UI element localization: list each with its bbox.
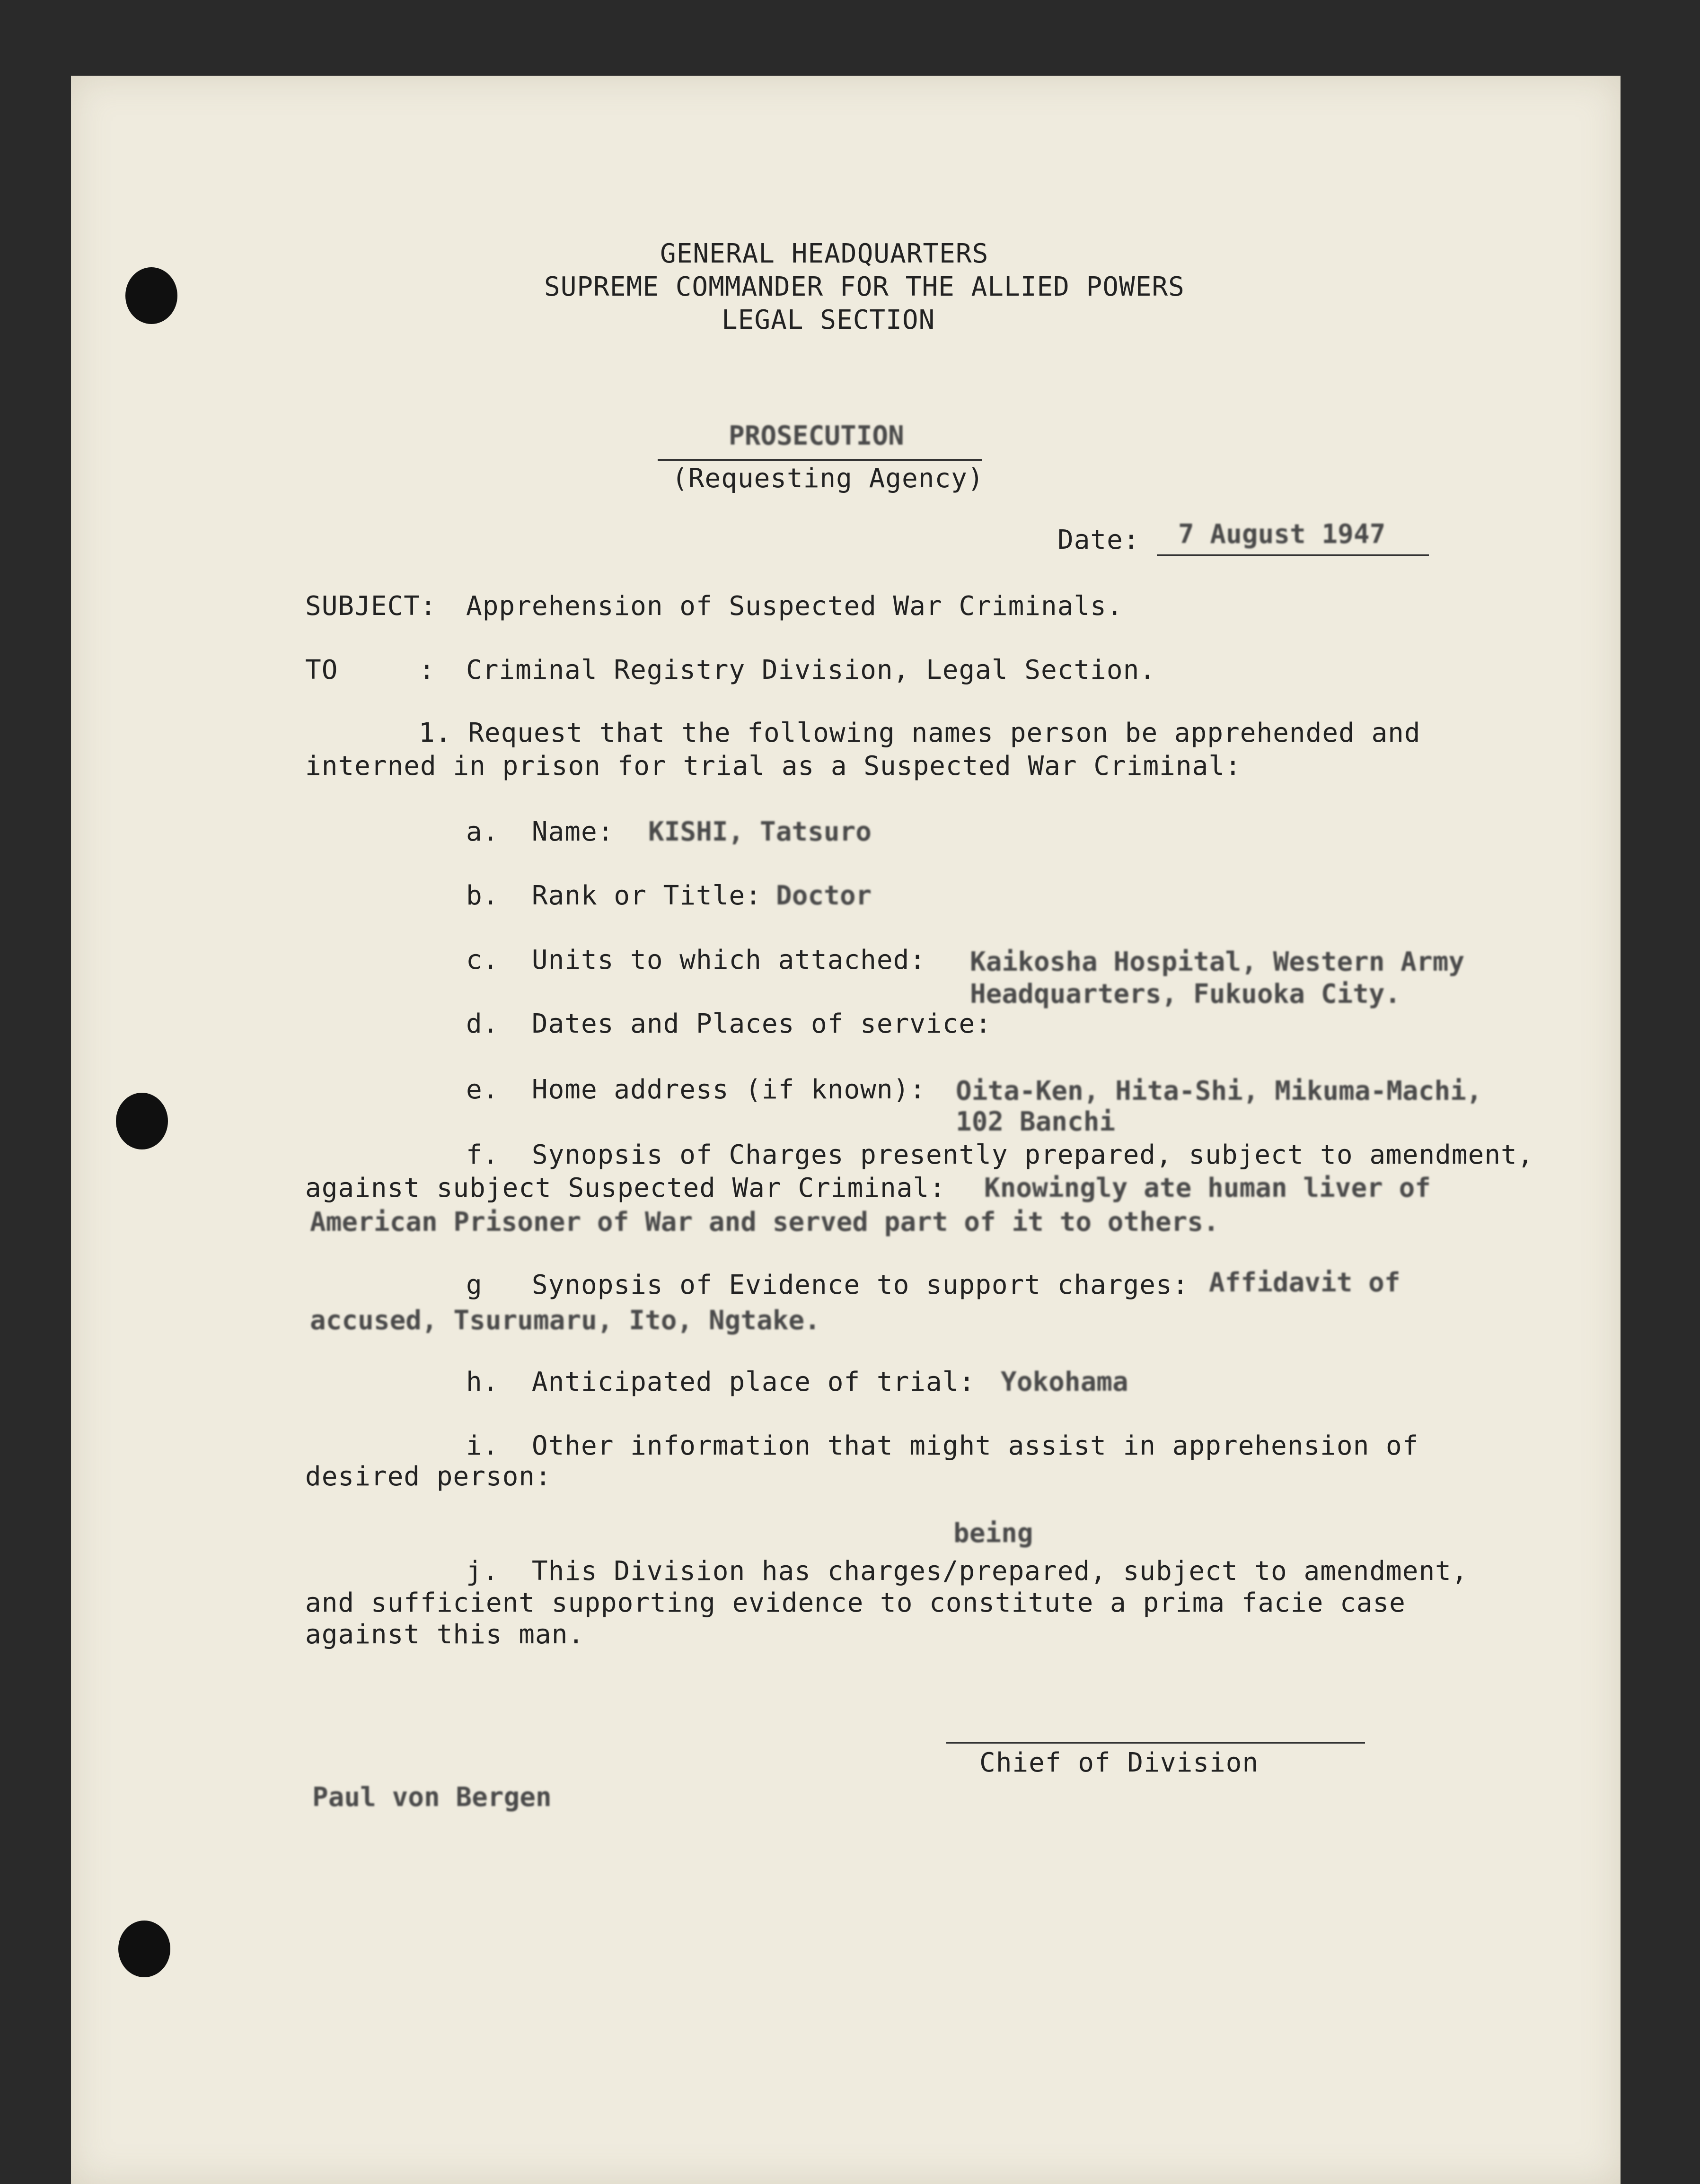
punch-hole-top — [125, 267, 177, 324]
date-rule — [1157, 554, 1429, 556]
item-g-evidence-line-1: Affidavit of — [1209, 1267, 1401, 1298]
item-g-evidence-line-2: accused, Tsurumaru, Ito, Ngtake. — [310, 1305, 820, 1336]
item-h-place: Yokohama — [1001, 1367, 1128, 1397]
item-h-label: h. Anticipated place of trial: — [466, 1367, 976, 1397]
to-separator: : — [419, 655, 435, 685]
requesting-agency-caption: (Requesting Agency) — [672, 463, 984, 494]
item-e-address-line-2: 102 Banchi — [956, 1106, 1116, 1137]
item-b-label: b. Rank or Title: — [466, 880, 762, 911]
item-c-unit-line-2: Headquarters, Fukuoka City. — [970, 979, 1401, 1009]
item-f-line-1: f. Synopsis of Charges presently prepared, subject to amendment, — [466, 1140, 1534, 1170]
paragraph-1-line-2: interned in prison for trial as a Suspected War Criminal: — [305, 751, 1242, 781]
item-e-label: e. Home address (if known): — [466, 1074, 926, 1105]
item-c-unit-line-1: Kaikosha Hospital, Western Army — [970, 947, 1465, 977]
header-line-2: SUPREME COMMANDER FOR THE ALLIED POWERS — [544, 272, 1185, 302]
subject-label: SUBJECT: — [305, 591, 437, 622]
item-f-charges-line-2: American Prisoner of War and served part of it to others. — [310, 1207, 1219, 1237]
item-i-line-1: i. Other information that might assist in apprehension of — [466, 1430, 1419, 1461]
date-label: Date: — [1057, 525, 1140, 555]
item-j-insertion: being — [953, 1518, 1033, 1549]
item-j-line-2: and sufficient supporting evidence to constitute a prima facie case — [305, 1588, 1406, 1618]
date-value: 7 August 1947 — [1178, 519, 1386, 550]
item-e-address-line-1: Oita-Ken, Hita-Shi, Mikuma-Machi, — [956, 1076, 1482, 1106]
to-label: TO — [305, 655, 338, 685]
agency-rule — [658, 459, 982, 461]
item-f-line-2: against subject Suspected War Criminal: — [305, 1173, 946, 1203]
paragraph-1-line-1: 1. Request that the following names person be apprehended and — [419, 718, 1421, 748]
item-a-name: KISHI, Tatsuro — [648, 816, 872, 847]
item-g-line-1: g Synopsis of Evidence to support charges: — [466, 1270, 1189, 1300]
signature-rule — [946, 1742, 1365, 1744]
subject-value: Apprehension of Suspected War Criminals. — [466, 591, 1123, 622]
punch-hole-bottom — [118, 1921, 170, 1977]
requesting-agency-name: PROSECUTION — [729, 421, 904, 451]
footer-name: Paul von Bergen — [312, 1782, 552, 1813]
item-j-line-3: against this man. — [305, 1619, 585, 1650]
punch-hole-middle — [116, 1093, 168, 1149]
item-c-label: c. Units to which attached: — [466, 945, 926, 975]
header-line-3: LEGAL SECTION — [722, 305, 935, 335]
signature-title: Chief of Division — [979, 1747, 1259, 1778]
item-j-line-1: j. This Division has charges/prepared, subject to amendment, — [466, 1556, 1468, 1587]
item-a-label: a. Name: — [466, 816, 614, 847]
document-page — [71, 76, 1621, 2184]
item-b-rank: Doctor — [776, 880, 872, 911]
to-value: Criminal Registry Division, Legal Section. — [466, 655, 1156, 685]
item-f-charges-line-1: Knowingly ate human liver of — [984, 1173, 1431, 1203]
item-d-label: d. Dates and Places of service: — [466, 1009, 992, 1039]
item-i-line-2: desired person: — [305, 1461, 552, 1492]
header-line-1: GENERAL HEADQUARTERS — [660, 238, 989, 269]
